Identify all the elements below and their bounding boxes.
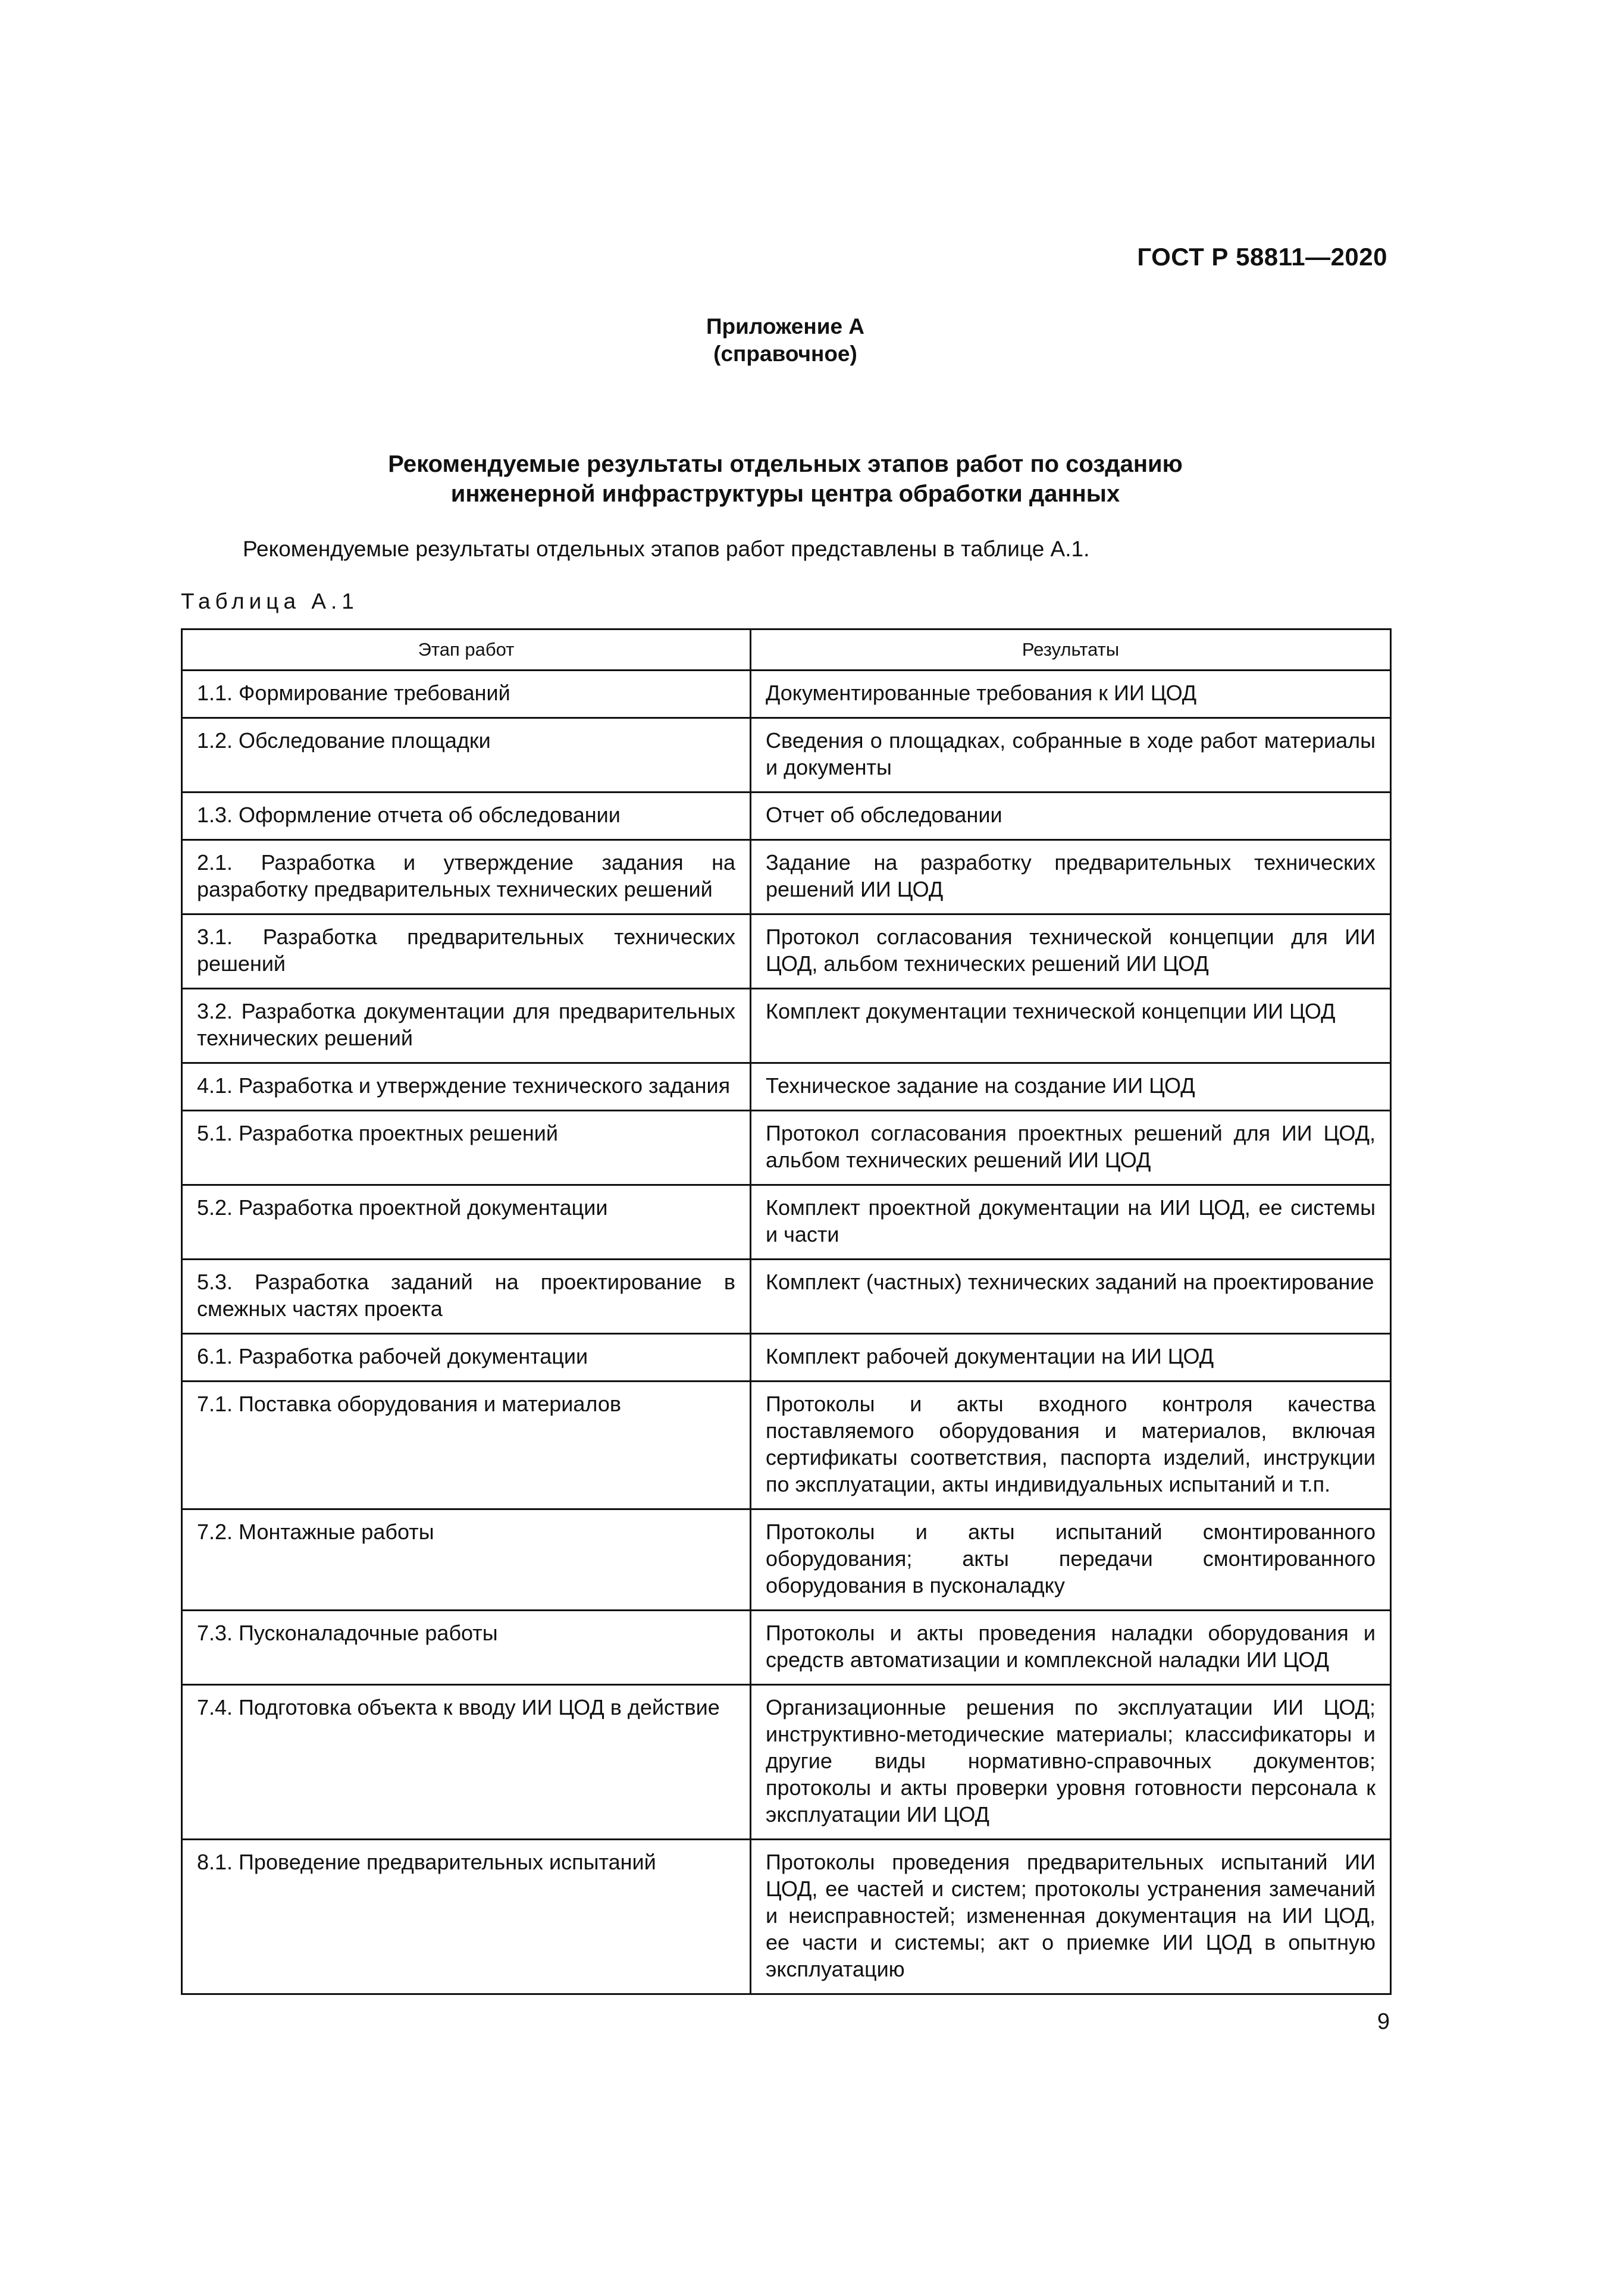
stage-cell: 3.2. Разработка документации для предварительных технических решений: [182, 989, 751, 1063]
stage-cell: 3.1. Разработка предварительных технических решений: [182, 914, 751, 989]
annex-title: Приложение А: [706, 314, 865, 339]
result-cell: Комплект проектной документации на ИИ ЦОД, ее системы и части: [751, 1185, 1391, 1260]
result-cell: Организационные решения по эксплуатации ИИ ЦОД; инструктивно-методические материалы; классификаторы и другие виды нормативно-справочных документов; протоколы и акты проверки уровня готовности персонала к эксплуатации ИИ ЦОД: [751, 1685, 1391, 1840]
result-cell: Техническое задание на создание ИИ ЦОД: [751, 1063, 1391, 1111]
stage-cell: 5.3. Разработка заданий на проектирование в смежных частях проекта: [182, 1260, 751, 1334]
result-cell: Протоколы проведения предварительных испытаний ИИ ЦОД, ее частей и систем; протоколы устранения замечаний и неисправностей; измененная документация на ИИ ЦОД, ее части и системы; акт о приемке ИИ ЦОД в опытную эксплуатацию: [751, 1840, 1391, 1994]
table-row: [182, 1611, 1391, 1685]
result-cell: Протоколы и акты входного контроля качества поставляемого оборудования и материалов, включая сертификаты соответствия, паспорта изделий, инструкции по эксплуатации, акты индивидуальных испытаний и т.п.: [751, 1382, 1391, 1509]
section-heading: [0, 449, 1571, 509]
stage-cell: 6.1. Разработка рабочей документации: [182, 1334, 751, 1382]
table-row: [182, 1185, 1391, 1260]
table-row: [182, 671, 1391, 718]
result-cell: Комплект документации технической концепции ИИ ЦОД: [751, 989, 1391, 1063]
result-cell: Протокол согласования технической концепции для ИИ ЦОД, альбом технических решений ИИ ЦОД: [751, 914, 1391, 989]
result-cell: Задание на разработку предварительных технических решений ИИ ЦОД: [751, 840, 1391, 914]
document-code: ГОСТ Р 58811—2020: [1137, 243, 1387, 271]
table-row: [182, 989, 1391, 1063]
section-heading-line1: Рекомендуемые результаты отдельных этапов работ по созданию: [388, 451, 1183, 477]
table-row: [182, 1334, 1391, 1382]
stage-cell: 1.3. Оформление отчета об обследовании: [182, 793, 751, 840]
section-heading-line2: инженерной инфраструктуры центра обработки данных: [450, 481, 1120, 507]
table-row: [182, 1260, 1391, 1334]
stage-cell: 1.2. Обследование площадки: [182, 718, 751, 793]
intro-paragraph: Рекомендуемые результаты отдельных этапов работ представлены в таблице А.1.: [243, 537, 1090, 561]
table-header-row: [182, 629, 1391, 671]
stage-cell: 7.1. Поставка оборудования и материалов: [182, 1382, 751, 1509]
result-cell: Протокол согласования проектных решений для ИИ ЦОД, альбом технических решений ИИ ЦОД: [751, 1111, 1391, 1185]
result-cell: Отчет об обследовании: [751, 793, 1391, 840]
table-row: [182, 793, 1391, 840]
table-row: [182, 1382, 1391, 1509]
column-header-stage: Этап работ: [182, 629, 751, 671]
table-row: [182, 718, 1391, 793]
table-row: [182, 1685, 1391, 1840]
result-cell: Комплект (частных) технических заданий на проектирование: [751, 1260, 1391, 1334]
result-cell: Комплект рабочей документации на ИИ ЦОД: [751, 1334, 1391, 1382]
stage-cell: 5.1. Разработка проектных решений: [182, 1111, 751, 1185]
stage-cell: 2.1. Разработка и утверждение задания на разработку предварительных технических решений: [182, 840, 751, 914]
page-number: 9: [1377, 2009, 1390, 2034]
stage-cell: 7.2. Монтажные работы: [182, 1509, 751, 1611]
table-row: [182, 1509, 1391, 1611]
result-cell: Протоколы и акты испытаний смонтированного оборудования; акты передачи смонтированного оборудования в пусконаладку: [751, 1509, 1391, 1611]
results-table: [181, 628, 1392, 1995]
table-caption: Таблица А.1: [181, 589, 359, 613]
table-row: [182, 1063, 1391, 1111]
result-cell: Сведения о площадках, собранные в ходе работ материалы и документы: [751, 718, 1391, 793]
stage-cell: 5.2. Разработка проектной документации: [182, 1185, 751, 1260]
annex-type: (справочное): [713, 342, 857, 366]
result-cell: Протоколы и акты проведения наладки оборудования и средств автоматизации и комплексной наладки ИИ ЦОД: [751, 1611, 1391, 1685]
result-cell: Документированные требования к ИИ ЦОД: [751, 671, 1391, 718]
stage-cell: 4.1. Разработка и утверждение технического задания: [182, 1063, 751, 1111]
table-row: [182, 1111, 1391, 1185]
stage-cell: 8.1. Проведение предварительных испытаний: [182, 1840, 751, 1994]
table-row: [182, 914, 1391, 989]
column-header-results: Результаты: [751, 629, 1391, 671]
stage-cell: 7.3. Пусконаладочные работы: [182, 1611, 751, 1685]
table-row: [182, 1840, 1391, 1994]
table-row: [182, 840, 1391, 914]
stage-cell: 1.1. Формирование требований: [182, 671, 751, 718]
stage-cell: 7.4. Подготовка объекта к вводу ИИ ЦОД в действие: [182, 1685, 751, 1840]
